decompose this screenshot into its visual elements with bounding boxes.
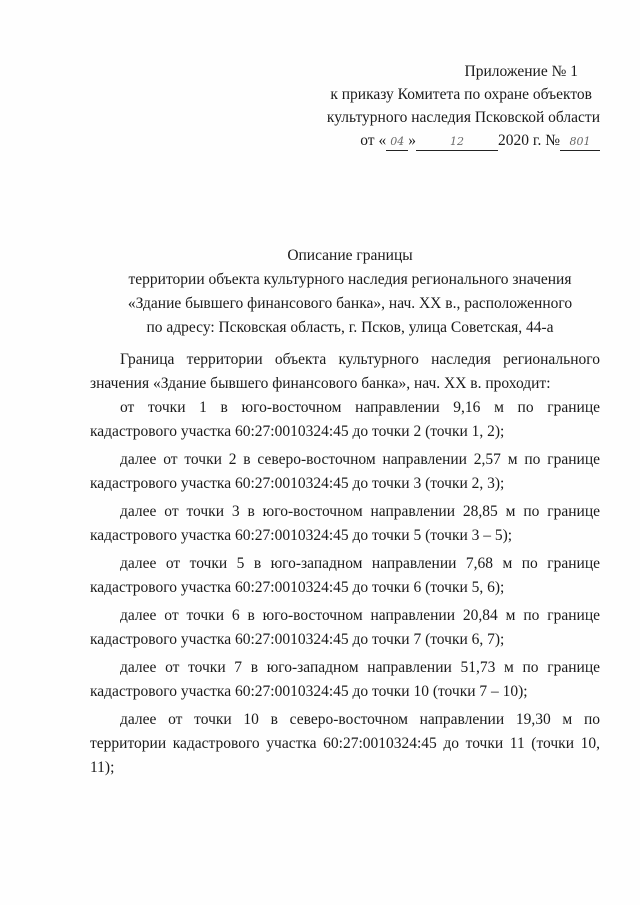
document-title xyxy=(90,244,610,340)
document-body xyxy=(90,348,600,780)
boundary-item: далее от точки 3 в юго-восточном направлении 28,85 м по границе кадастрового участка 60:27:0010324:45 до точки 5 (точки 3 – 5); xyxy=(90,503,600,544)
title-line-1: Описание границы xyxy=(287,247,413,264)
title-line-2: территории объекта культурного наследия регионального значения xyxy=(128,271,572,288)
annex-header xyxy=(300,60,600,152)
annex-date-line xyxy=(300,129,600,152)
annex-title: Приложение № 1 xyxy=(464,63,578,80)
handwritten-month: 12 xyxy=(416,134,498,151)
title-line-4: по адресу: Псковская область, г. Псков, улица Советская, 44-а xyxy=(146,319,554,336)
date-quote-close: » xyxy=(408,132,416,149)
boundary-item: от точки 1 в юго-восточном направлении 9,16 м по границе кадастрового участка 60:27:0010324:45 до точки 2 (точки 1, 2); xyxy=(90,399,600,440)
date-prefix: от « xyxy=(360,132,387,149)
intro-paragraph: Граница территории объекта культурного наследия регионального значения «Здание бывшего финансового банка», нач. ХХ в. проходит: xyxy=(90,351,600,392)
handwritten-day: 04 xyxy=(386,134,408,151)
title-line-3: «Здание бывшего финансового банка», нач. ХХ в., расположенного xyxy=(127,295,573,312)
annex-order-line: к приказу Комитета по охране объектов xyxy=(330,86,592,103)
boundary-item: далее от точки 7 в юго-западном направлении 51,73 м по границе кадастрового участка 60:27:0010324:45 до точки 10 (точки 7 – 10); xyxy=(90,659,600,700)
handwritten-doc-number: 801 xyxy=(560,134,600,151)
boundary-item: далее от точки 10 в северо-восточном направлении 19,30 м по территории кадастрового участка 60:27:0010324:45 до точки 11 (точки 10, 11); xyxy=(90,711,600,776)
boundary-item: далее от точки 5 в юго-западном направлении 7,68 м по границе кадастрового участка 60:27:0010324:45 до точки 6 (точки 5, 6); xyxy=(90,555,600,596)
annex-committee-line: культурного наследия Псковской области xyxy=(326,109,600,126)
boundary-item: далее от точки 6 в юго-восточном направлении 20,84 м по границе кадастрового участка 60:27:0010324:45 до точки 7 (точки 6, 7); xyxy=(90,607,600,648)
date-year: 2020 г. № xyxy=(497,132,560,149)
boundary-item: далее от точки 2 в северо-восточном направлении 2,57 м по границе кадастрового участка 60:27:0010324:45 до точки 3 (точки 2, 3); xyxy=(90,451,600,492)
